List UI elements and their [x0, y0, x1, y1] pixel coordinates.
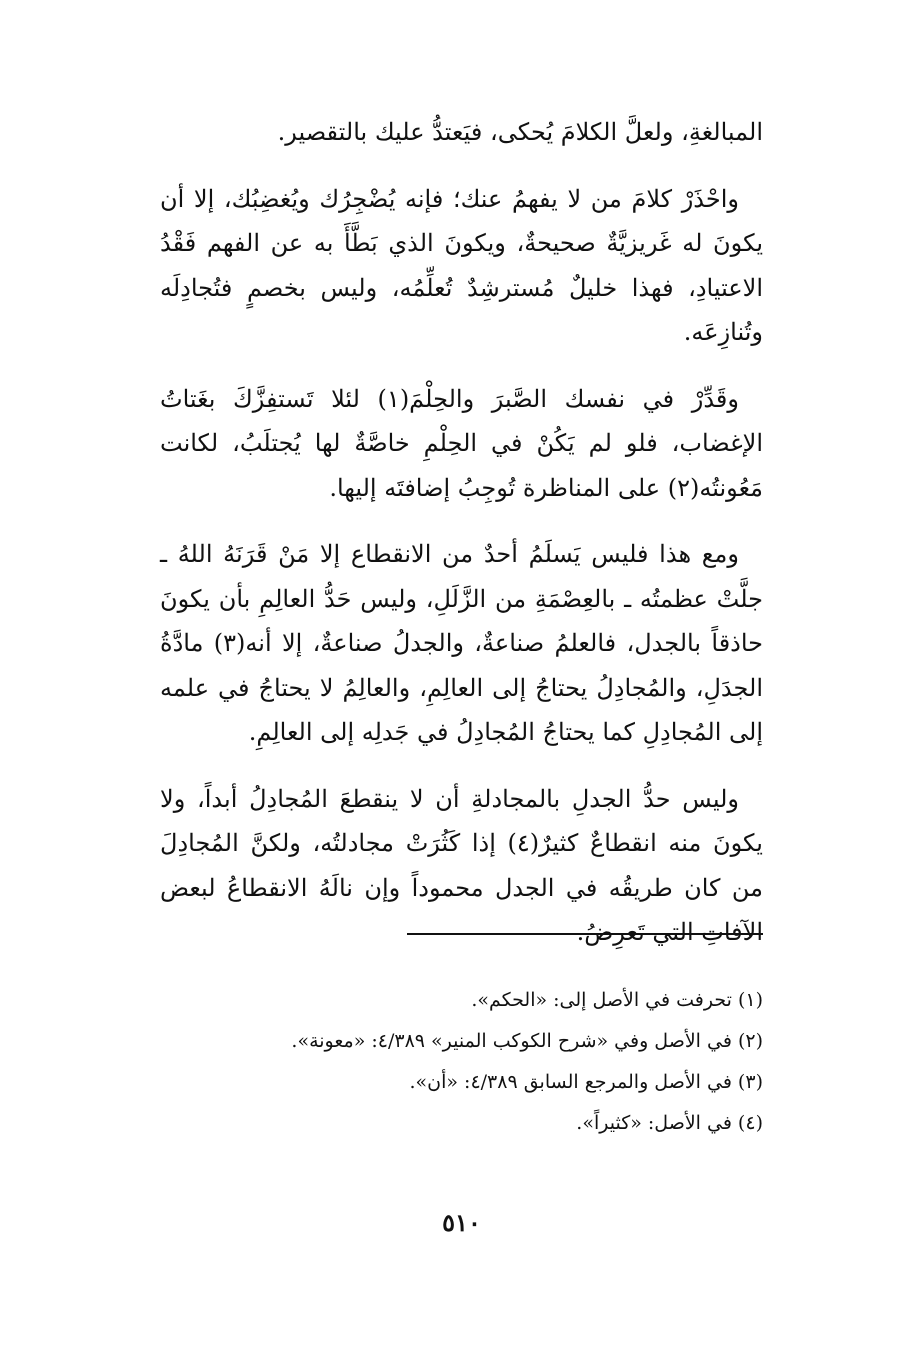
paragraph-4: ومع هذا فليس يَسلَمُ أحدٌ من الانقطاع إلا مَنْ قَرَنَهُ اللهُ ـ جلَّتْ عظمتُه ـ بالعِصْمَةِ من الزَّلَلِ، وليس حَدُّ العالِمِ بأن يكونَ حاذقاً بالجدل، فالعلمُ صناعةٌ، والجدلُ صناعةٌ، إلا أنه(٣) مادَّةُ الجدَلِ، والمُجادِلُ يحتاجُ إلى العالِمِ، والعالِمُ لا يحتاجُ في علمه إلى المُجادِلِ كما يحتاجُ المُجادِلُ في جَدلِه إلى العالِمِ.: [160, 540, 763, 746]
footnote-4: (٤) في الأصل: «كثيراً».: [576, 1112, 763, 1134]
paragraph-5: وليس حدُّ الجدلِ بالمجادلةِ أن لا ينقطعَ المُجادِلُ أبداً، ولا يكونَ منه انقطاعٌ كثيرٌ(٤) إذا كَثُرَتْ مجادلتُه، ولكنَّ المُجادِلَ من كان طريقُه في الجدل محموداً وإن نالَهُ الانقطاعُ لبعض الآفاتِ التي تَعرِضُ.: [160, 784, 763, 946]
footnotes: [160, 980, 763, 1144]
footnote-2: (٢) في الأصل وفي «شرح الكوكب المنير» ٤/٣٨٩: «معونة».: [291, 1030, 763, 1052]
paragraph-2: واحْذَرْ كلامَ من لا يفهمُ عنك؛ فإنه يُضْجِرُك ويُغضِبُك، إلا أن يكونَ له غَريزيَّةٌ صحيحةٌ، ويكونَ الذي بَطَّأَ به عن الفهم فَقْدُ الاعتيادِ، فهذا خليلٌ مُسترشِدٌ تُعلِّمُه، وليس بخصمٍ فتُجادِلَه وتُنازِعَه.: [160, 184, 763, 346]
footnote-3: (٣) في الأصل والمرجع السابق ٤/٣٨٩: «أن».: [409, 1071, 763, 1093]
paragraph-1: المبالغةِ، ولعلَّ الكلامَ يُحكى، فيَعتدُّ عليك بالتقصير.: [277, 118, 763, 146]
paragraph-3: وقَدِّرْ في نفسك الصَّبرَ والحِلْمَ(١) لئلا تَستفِزَّكَ بغَتاتُ الإغضاب، فلو لم يَكُنْ في الحِلْمِ خاصَّةٌ لها يُجتلَبُ، لكانت مَعُونتُه(٢) على المناظرة تُوجِبُ إضافتَه إليها.: [160, 384, 763, 502]
page-number: ٥١٠: [442, 1208, 481, 1237]
main-text: [160, 110, 763, 977]
footnote-divider: [407, 933, 763, 935]
footnote-1: (١) تحرفت في الأصل إلى: «الحكم».: [471, 989, 763, 1011]
